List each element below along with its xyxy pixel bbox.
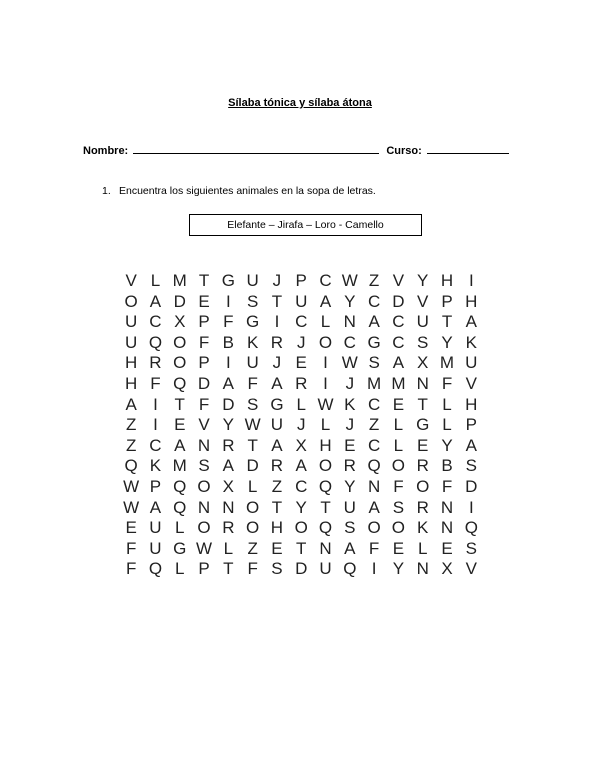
- grid-letter[interactable]: O: [124, 291, 138, 311]
- grid-letter[interactable]: P: [198, 353, 210, 373]
- grid-letter[interactable]: R: [416, 497, 429, 517]
- grid-letter[interactable]: C: [149, 435, 162, 455]
- grid-letter[interactable]: L: [393, 435, 404, 455]
- grid-letter[interactable]: A: [344, 538, 356, 558]
- grid-letter[interactable]: T: [223, 559, 234, 579]
- word-list-box: Elefante – Jirafa – Loro - Camello: [189, 214, 422, 236]
- grid-letter[interactable]: F: [393, 476, 404, 496]
- grid-letter[interactable]: A: [465, 312, 477, 332]
- grid-letter[interactable]: V: [465, 373, 477, 393]
- grid-letter[interactable]: L: [175, 559, 185, 579]
- word-search-grid: [119, 271, 483, 580]
- grid-letter[interactable]: F: [368, 538, 380, 558]
- grid-letter[interactable]: R: [222, 435, 235, 455]
- grid-letter[interactable]: C: [149, 312, 162, 332]
- grid-letter[interactable]: O: [318, 332, 333, 352]
- grid-letter[interactable]: M: [439, 353, 455, 373]
- grid-letter[interactable]: U: [416, 312, 429, 332]
- grid-letter[interactable]: S: [392, 497, 405, 517]
- grid-letter[interactable]: N: [197, 435, 211, 455]
- grid-letter[interactable]: N: [440, 497, 454, 517]
- grid-letter[interactable]: H: [319, 435, 332, 455]
- grid-letter[interactable]: A: [368, 497, 380, 517]
- grid-letter[interactable]: M: [367, 373, 382, 393]
- grid-letter[interactable]: P: [149, 476, 162, 496]
- grid-letter[interactable]: Y: [344, 291, 356, 311]
- grid-letter[interactable]: Y: [295, 497, 307, 517]
- grid-letter[interactable]: Y: [222, 415, 234, 435]
- grid-letter[interactable]: S: [465, 538, 477, 558]
- grid-letter[interactable]: U: [319, 559, 332, 579]
- grid-letter[interactable]: H: [465, 291, 478, 311]
- grid-letter[interactable]: S: [271, 559, 283, 579]
- grid-letter[interactable]: A: [295, 456, 307, 476]
- grid-letter[interactable]: T: [247, 435, 258, 455]
- grid-letter[interactable]: G: [246, 312, 260, 332]
- grid-letter[interactable]: E: [441, 538, 453, 558]
- grid-letter[interactable]: L: [320, 312, 331, 332]
- grid-letter[interactable]: O: [416, 476, 430, 496]
- grid-letter[interactable]: P: [465, 415, 477, 435]
- grid-letter[interactable]: S: [246, 394, 259, 414]
- grid-letter[interactable]: D: [197, 373, 211, 393]
- grid-letter[interactable]: F: [441, 476, 453, 496]
- grid-letter[interactable]: U: [246, 271, 259, 290]
- grid-letter[interactable]: Q: [148, 559, 163, 579]
- grid-letter[interactable]: C: [367, 435, 381, 455]
- grid-letter[interactable]: Z: [368, 271, 380, 290]
- grid-letter[interactable]: L: [150, 271, 161, 290]
- grid-letter[interactable]: L: [320, 415, 331, 435]
- grid-letter[interactable]: E: [174, 415, 186, 435]
- grid-letter[interactable]: W: [317, 394, 334, 414]
- grid-letter[interactable]: Z: [125, 435, 137, 455]
- grid-letter[interactable]: G: [173, 538, 187, 558]
- grid-letter[interactable]: M: [391, 373, 406, 393]
- grid-letter[interactable]: J: [345, 415, 355, 435]
- grid-letter[interactable]: K: [465, 332, 477, 352]
- grid-letter[interactable]: W: [123, 497, 140, 517]
- grid-letter[interactable]: K: [417, 518, 429, 538]
- grid-letter[interactable]: H: [465, 394, 478, 414]
- grid-letter[interactable]: V: [465, 559, 477, 579]
- grid-letter[interactable]: N: [440, 518, 454, 538]
- grid-letter[interactable]: D: [173, 291, 186, 311]
- grid-letter[interactable]: N: [416, 373, 429, 393]
- grid-letter[interactable]: T: [296, 538, 307, 558]
- name-label: Nombre:: [83, 145, 129, 157]
- grid-letter[interactable]: O: [197, 518, 211, 538]
- grid-letter[interactable]: I: [225, 291, 231, 311]
- grid-letter[interactable]: L: [247, 476, 258, 496]
- grid-letter[interactable]: Z: [271, 476, 283, 496]
- grid-letter[interactable]: Q: [318, 518, 333, 538]
- grid-letter[interactable]: A: [149, 497, 162, 517]
- grid-letter[interactable]: D: [246, 456, 259, 476]
- grid-letter[interactable]: O: [246, 518, 260, 538]
- grid-letter[interactable]: H: [270, 518, 284, 538]
- grid-letter[interactable]: E: [125, 518, 137, 538]
- grid-letter[interactable]: X: [417, 353, 429, 373]
- grid-letter[interactable]: T: [320, 497, 331, 517]
- grid-letter[interactable]: N: [319, 538, 332, 558]
- grid-letter[interactable]: A: [222, 373, 234, 393]
- grid-letter[interactable]: O: [173, 332, 187, 352]
- grid-letter[interactable]: N: [416, 559, 429, 579]
- grid-letter[interactable]: O: [173, 353, 187, 373]
- grid-letter[interactable]: C: [392, 332, 405, 352]
- grid-letter[interactable]: J: [296, 332, 306, 352]
- grid-letter[interactable]: Z: [368, 415, 380, 435]
- grid-letter[interactable]: A: [392, 353, 405, 373]
- grid-letter[interactable]: U: [149, 518, 162, 538]
- grid-letter[interactable]: U: [125, 312, 138, 332]
- grid-letter[interactable]: A: [271, 435, 283, 455]
- grid-letter[interactable]: N: [222, 497, 235, 517]
- grid-letter[interactable]: A: [368, 312, 380, 332]
- grid-letter[interactable]: B: [441, 456, 453, 476]
- grid-letter[interactable]: W: [196, 538, 213, 558]
- grid-letter[interactable]: J: [296, 415, 306, 435]
- grid-letter[interactable]: P: [441, 291, 453, 311]
- grid-letter[interactable]: S: [368, 353, 380, 373]
- grid-letter[interactable]: N: [367, 476, 381, 496]
- grid-letter[interactable]: G: [416, 415, 430, 435]
- grid-letter[interactable]: H: [440, 271, 454, 290]
- grid-letter[interactable]: Y: [417, 271, 429, 290]
- grid-letter[interactable]: T: [441, 312, 453, 332]
- grid-letter[interactable]: L: [442, 415, 452, 435]
- grid-letter[interactable]: I: [371, 559, 377, 579]
- grid-letter[interactable]: B: [222, 332, 234, 352]
- grid-letter[interactable]: Y: [392, 559, 405, 579]
- grid-letter[interactable]: N: [197, 497, 211, 517]
- grid-letter[interactable]: U: [246, 353, 259, 373]
- name-course-line: [83, 142, 513, 157]
- grid-letter[interactable]: N: [343, 312, 356, 332]
- grid-letter[interactable]: C: [367, 291, 381, 311]
- grid-letter[interactable]: Q: [343, 559, 357, 579]
- grid-letter[interactable]: F: [247, 559, 258, 579]
- grid-letter[interactable]: O: [391, 518, 406, 538]
- grid-letter[interactable]: O: [318, 456, 333, 476]
- grid-letter[interactable]: H: [125, 353, 138, 373]
- grid-letter[interactable]: U: [295, 291, 308, 311]
- grid-letter[interactable]: T: [417, 394, 428, 414]
- instruction-number: 1.: [102, 185, 111, 197]
- grid-letter[interactable]: O: [367, 518, 381, 538]
- grid-letter[interactable]: S: [417, 332, 429, 352]
- grid-letter[interactable]: U: [149, 538, 162, 558]
- grid-letter[interactable]: A: [271, 373, 283, 393]
- grid-letter[interactable]: L: [223, 538, 234, 558]
- grid-letter[interactable]: Y: [441, 435, 453, 455]
- grid-letter[interactable]: Q: [367, 456, 381, 476]
- instruction: [102, 185, 376, 197]
- grid-letter[interactable]: O: [294, 518, 308, 538]
- grid-letter[interactable]: K: [246, 332, 259, 352]
- grid-letter[interactable]: C: [319, 271, 332, 290]
- grid-letter[interactable]: U: [465, 353, 478, 373]
- grid-letter[interactable]: T: [174, 394, 185, 414]
- grid-letter[interactable]: I: [153, 415, 158, 435]
- grid-letter[interactable]: U: [343, 497, 356, 517]
- grid-letter[interactable]: C: [295, 476, 308, 496]
- grid-letter[interactable]: X: [441, 559, 453, 579]
- grid-letter[interactable]: M: [172, 456, 187, 476]
- grid-letter[interactable]: I: [274, 312, 280, 332]
- grid-letter[interactable]: I: [468, 497, 474, 517]
- grid-letter[interactable]: J: [345, 373, 355, 393]
- grid-letter[interactable]: V: [198, 415, 210, 435]
- grid-letter[interactable]: F: [125, 538, 137, 558]
- grid-letter[interactable]: F: [247, 373, 258, 393]
- grid-letter[interactable]: W: [123, 476, 140, 496]
- grid-letter[interactable]: O: [197, 476, 211, 496]
- grid-letter[interactable]: W: [341, 271, 358, 290]
- grid-letter[interactable]: A: [125, 394, 137, 414]
- grid-letter[interactable]: L: [393, 415, 404, 435]
- name-blank[interactable]: [133, 142, 379, 154]
- grid-letter[interactable]: F: [125, 559, 137, 579]
- grid-letter[interactable]: A: [319, 291, 332, 311]
- grid-letter[interactable]: Q: [148, 332, 163, 352]
- grid-letter[interactable]: K: [149, 456, 162, 476]
- grid-letter[interactable]: C: [295, 312, 308, 332]
- grid-letter[interactable]: Q: [124, 456, 138, 476]
- grid-letter[interactable]: S: [198, 456, 210, 476]
- grid-letter[interactable]: X: [295, 435, 307, 455]
- grid-letter[interactable]: Z: [125, 415, 137, 435]
- grid-letter[interactable]: L: [417, 538, 428, 558]
- grid-letter[interactable]: A: [222, 456, 234, 476]
- grid-letter[interactable]: U: [125, 332, 138, 352]
- grid-letter[interactable]: L: [442, 394, 452, 414]
- grid-letter[interactable]: W: [341, 353, 358, 373]
- instruction-text: Encuentra los siguientes animales en la sopa de letras.: [119, 185, 376, 197]
- grid-letter[interactable]: I: [468, 271, 474, 290]
- grid-letter[interactable]: S: [344, 518, 356, 538]
- grid-letter[interactable]: Q: [318, 476, 333, 496]
- course-label: Curso:: [386, 145, 422, 157]
- grid-letter[interactable]: F: [198, 394, 210, 414]
- grid-letter[interactable]: F: [441, 373, 453, 393]
- grid-letter[interactable]: D: [222, 394, 235, 414]
- worksheet-title: Sílaba tónica y sílaba átona: [228, 97, 372, 109]
- grid-letter[interactable]: I: [225, 353, 231, 373]
- grid-letter[interactable]: Q: [173, 373, 187, 393]
- grid-letter[interactable]: C: [392, 312, 405, 332]
- grid-letter[interactable]: E: [198, 291, 210, 311]
- grid-letter[interactable]: L: [296, 394, 306, 414]
- grid-letter[interactable]: D: [465, 476, 478, 496]
- grid-letter[interactable]: L: [175, 518, 185, 538]
- grid-letter[interactable]: C: [367, 394, 381, 414]
- grid-letter[interactable]: Z: [247, 538, 258, 558]
- grid-letter[interactable]: Y: [344, 476, 356, 496]
- grid-letter[interactable]: E: [295, 353, 307, 373]
- grid-letter[interactable]: D: [295, 559, 308, 579]
- grid-letter[interactable]: R: [149, 353, 162, 373]
- grid-letter[interactable]: V: [392, 271, 405, 290]
- grid-letter[interactable]: J: [272, 271, 282, 290]
- grid-letter[interactable]: P: [198, 312, 210, 332]
- grid-letter[interactable]: F: [223, 312, 234, 332]
- grid-letter[interactable]: R: [270, 332, 284, 352]
- grid-letter[interactable]: T: [271, 291, 283, 311]
- grid-letter[interactable]: O: [246, 497, 260, 517]
- grid-letter[interactable]: V: [417, 291, 429, 311]
- grid-letter[interactable]: T: [271, 497, 283, 517]
- grid-letter[interactable]: S: [465, 456, 477, 476]
- grid-letter[interactable]: X: [174, 312, 186, 332]
- grid-letter[interactable]: U: [270, 415, 284, 435]
- grid-letter[interactable]: E: [417, 435, 429, 455]
- grid-letter[interactable]: E: [392, 394, 405, 414]
- grid-letter[interactable]: V: [125, 271, 137, 290]
- grid-letter[interactable]: E: [271, 538, 283, 558]
- grid-letter[interactable]: E: [392, 538, 405, 558]
- grid-letter[interactable]: C: [343, 332, 356, 352]
- grid-letter[interactable]: Q: [173, 497, 187, 517]
- grid-letter[interactable]: F: [150, 373, 161, 393]
- grid-letter[interactable]: S: [246, 291, 259, 311]
- grid-letter[interactable]: G: [367, 332, 381, 352]
- grid-letter[interactable]: P: [198, 559, 210, 579]
- grid-letter[interactable]: R: [222, 518, 235, 538]
- grid-letter[interactable]: A: [174, 435, 186, 455]
- grid-letter[interactable]: Q: [173, 476, 187, 496]
- grid-letter[interactable]: X: [222, 476, 234, 496]
- grid-letter[interactable]: Q: [464, 518, 478, 538]
- grid-letter[interactable]: P: [295, 271, 307, 290]
- grid-letter[interactable]: W: [244, 415, 261, 435]
- grid-letter[interactable]: G: [270, 394, 284, 414]
- grid-letter[interactable]: I: [323, 373, 328, 393]
- grid-letter[interactable]: R: [416, 456, 429, 476]
- grid-letter[interactable]: A: [465, 435, 477, 455]
- grid-letter[interactable]: F: [198, 332, 210, 352]
- grid-letter[interactable]: D: [392, 291, 405, 311]
- grid-letter[interactable]: E: [344, 435, 356, 455]
- grid-letter[interactable]: I: [153, 394, 158, 414]
- grid-letter[interactable]: A: [149, 291, 162, 311]
- grid-letter[interactable]: H: [125, 373, 138, 393]
- grid-letter[interactable]: R: [343, 456, 356, 476]
- grid-letter[interactable]: R: [270, 456, 284, 476]
- grid-letter[interactable]: O: [391, 456, 406, 476]
- grid-letter[interactable]: Y: [441, 332, 453, 352]
- course-blank[interactable]: [427, 142, 509, 154]
- grid-letter[interactable]: K: [344, 394, 356, 414]
- grid-letter[interactable]: R: [295, 373, 308, 393]
- grid-letter[interactable]: I: [323, 353, 328, 373]
- grid-letter[interactable]: M: [172, 271, 187, 290]
- grid-letter[interactable]: T: [198, 271, 210, 290]
- grid-letter[interactable]: G: [221, 271, 235, 290]
- grid-letter[interactable]: J: [272, 353, 282, 373]
